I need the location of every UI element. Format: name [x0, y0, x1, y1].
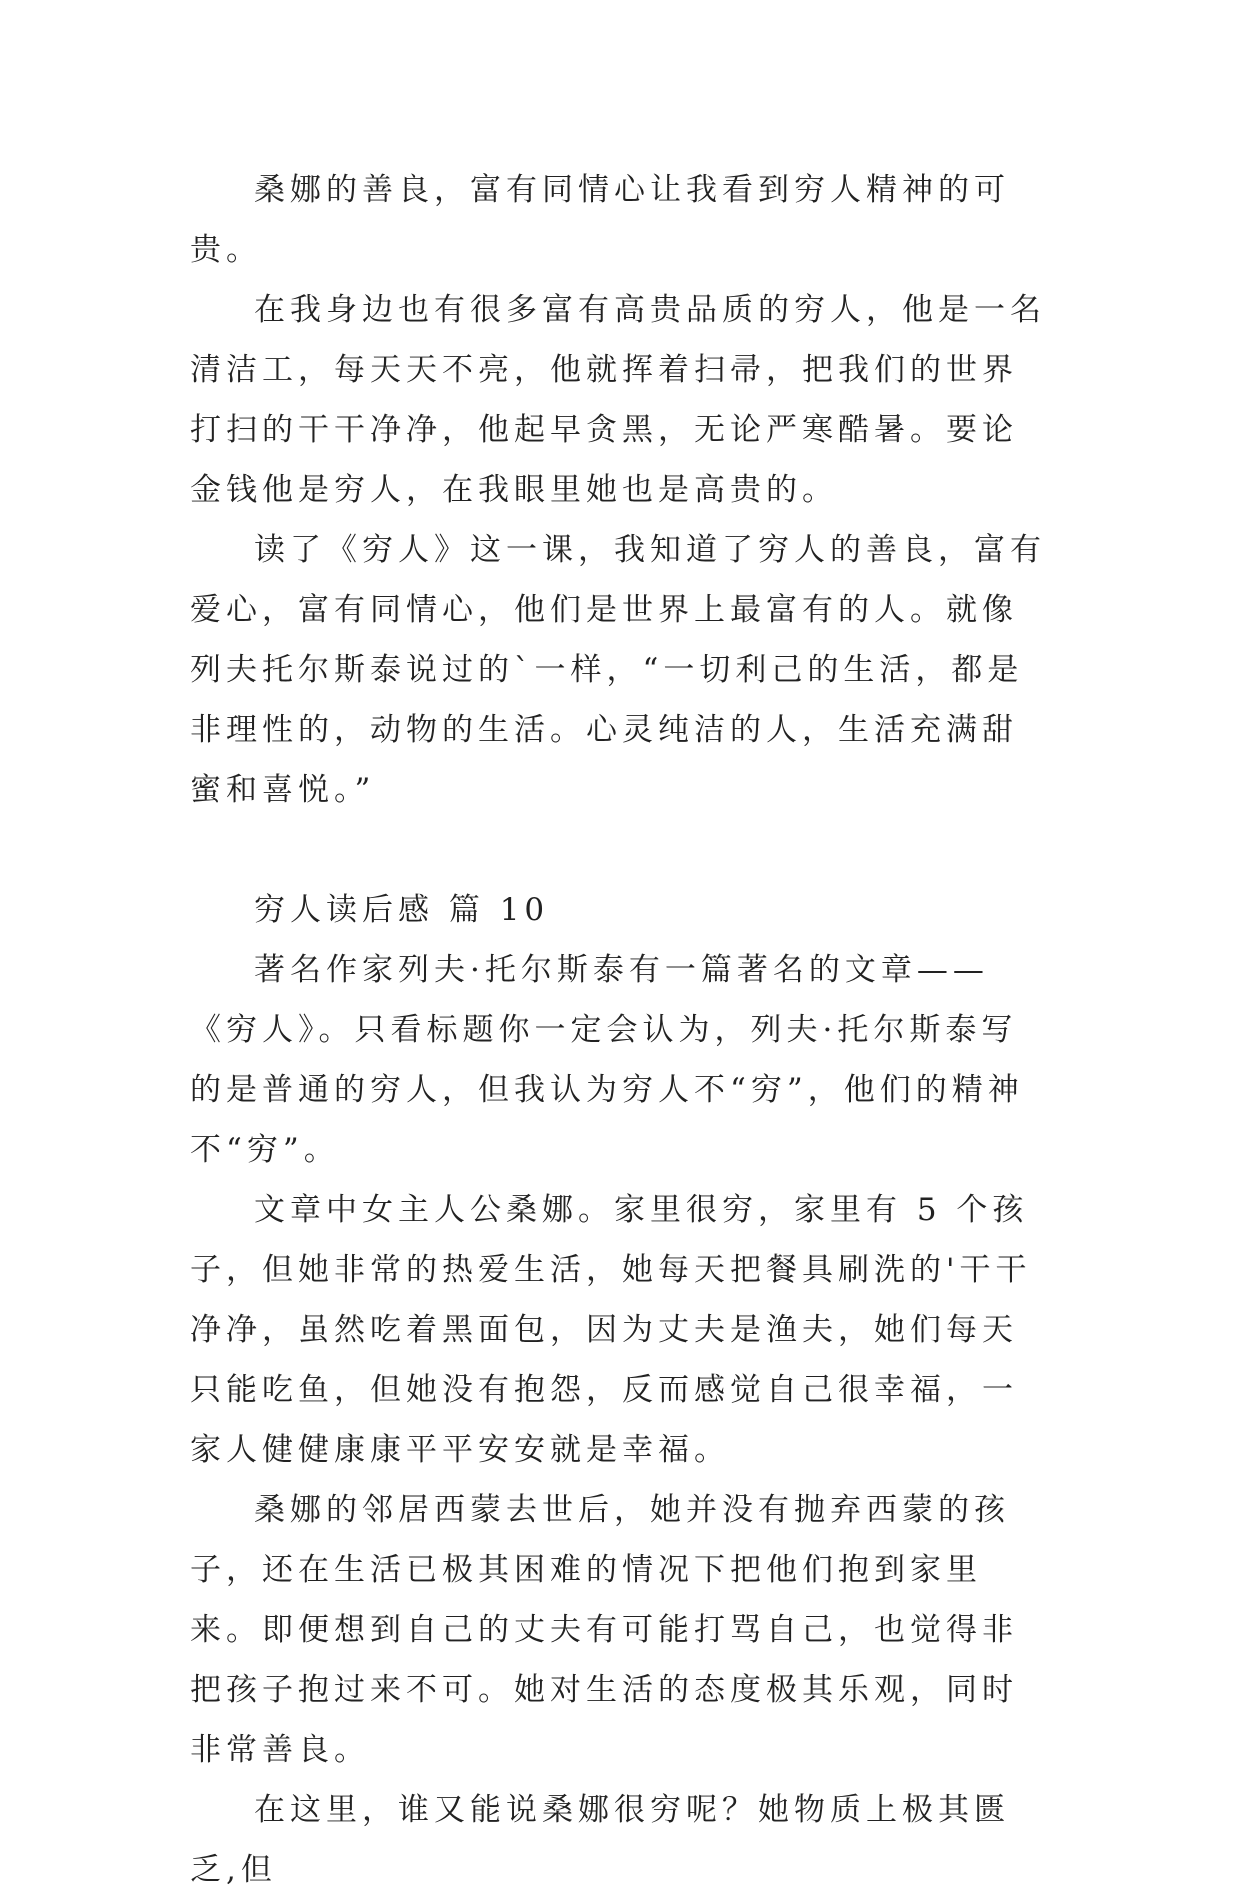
paragraph: 读了《穷人》这一课，我知道了穷人的善良，富有爱心，富有同情心，他们是世界上最富有的人。就像列夫托尔斯泰说过的`一样，“一切利己的生活，都是非理性的，动物的生活。心灵纯洁的人，生活充满甜蜜和喜悦。” [190, 532, 1046, 808]
section-spacer [190, 820, 1050, 880]
paragraph: 著名作家列夫·托尔斯泰有一篇著名的文章——《穷人》。只看标题你一定会认为，列夫·托尔斯泰写的是普通的穷人，但我认为穷人不“穷”，他们的精神不“穷”。 [190, 952, 1024, 1168]
paragraph: 桑娜的善良，富有同情心让我看到穷人精神的可贵。 [190, 172, 1010, 268]
paragraph: 在这里，谁又能说桑娜很穷呢？她物质上极其匮乏,但 [190, 1792, 1010, 1888]
section-heading: 穷人读后感 篇 10 [254, 892, 550, 928]
paragraph: 文章中女主人公桑娜。家里很穷，家里有 5 个孩子，但她非常的热爱生活，她每天把餐具刷洗的'干干净净，虽然吃着黑面包，因为丈夫是渔夫，她们每天只能吃鱼，但她没有抱怨，反而感觉自己很幸福，一家人健健康康平平安安就是幸福。 [190, 1192, 1032, 1468]
paragraph: 在我身边也有很多富有高贵品质的穷人，他是一名清洁工，每天天不亮，他就挥着扫帚，把我们的世界打扫的干干净净，他起早贪黑，无论严寒酷暑。要论金钱他是穷人，在我眼里她也是高贵的。 [190, 292, 1046, 508]
paragraph: 桑娜的邻居西蒙去世后，她并没有抛弃西蒙的孩子，还在生活已极其困难的情况下把他们抱到家里来。即便想到自己的丈夫有可能打骂自己，也觉得非把孩子抱过来不可。她对生活的态度极其乐观，同时非常善良。 [190, 1492, 1018, 1768]
document-body [190, 160, 1050, 1900]
